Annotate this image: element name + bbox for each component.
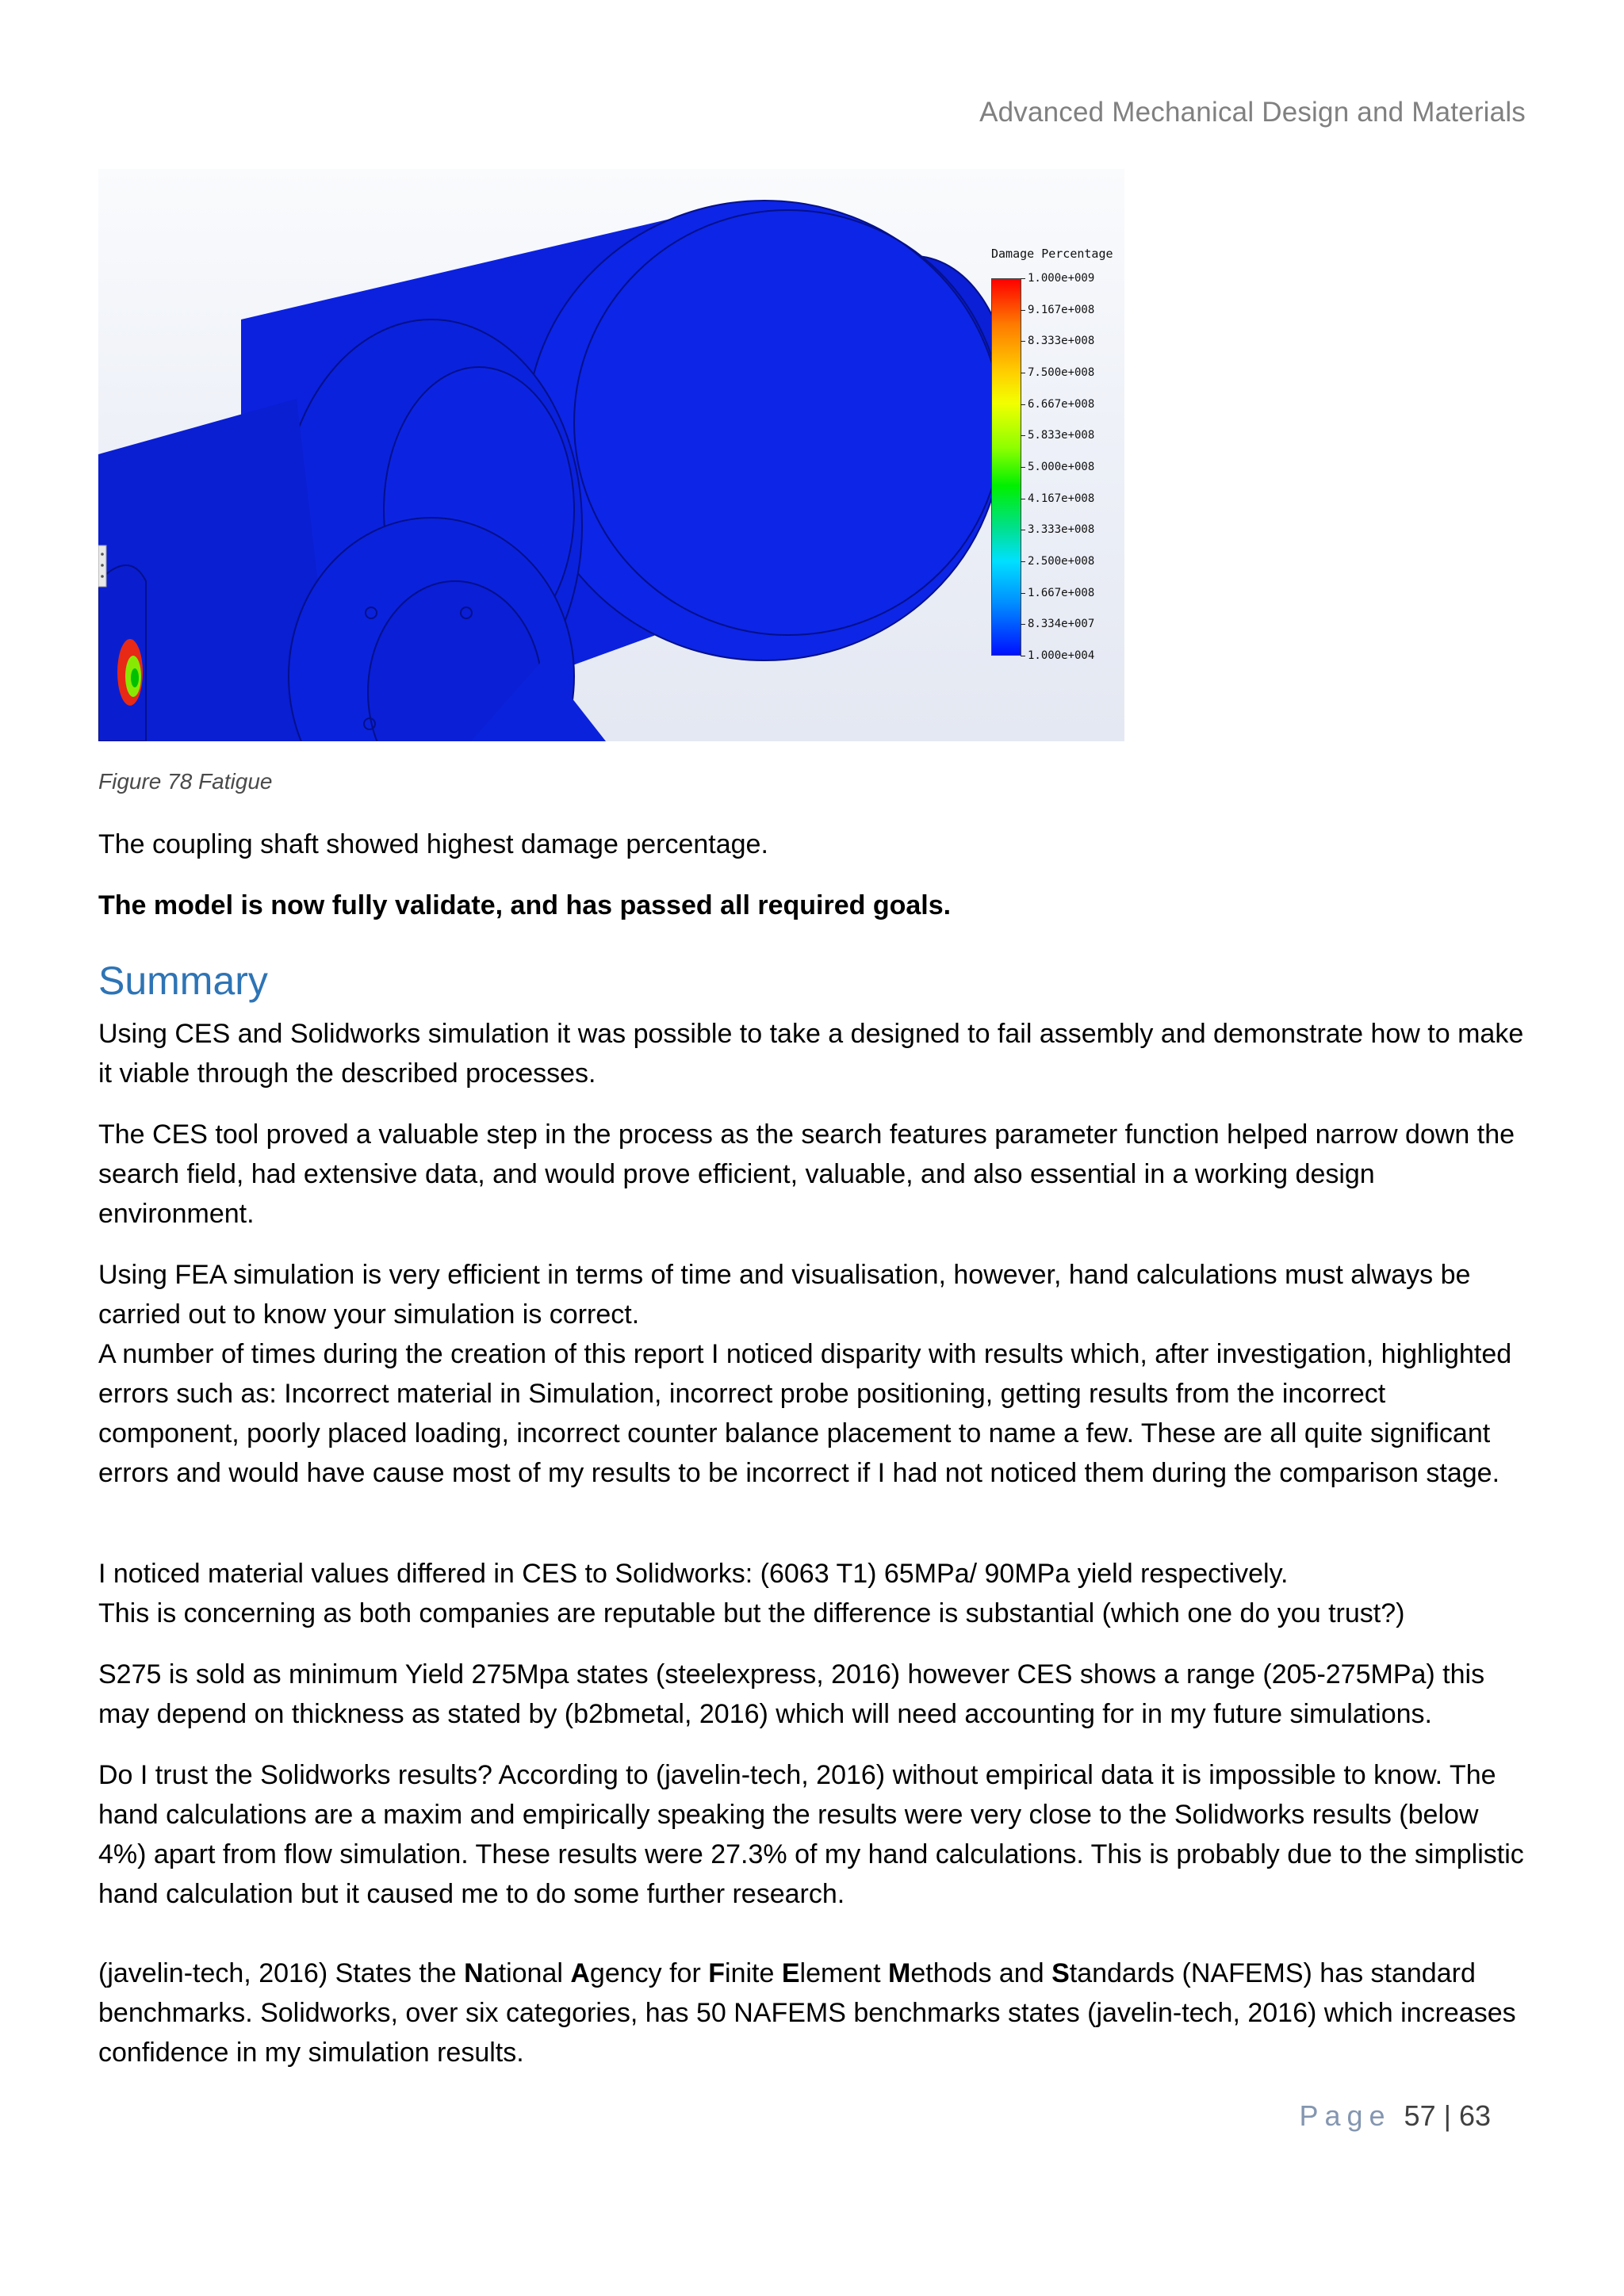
page-word: Page	[1299, 2099, 1392, 2132]
summary-paragraph-3a: Using FEA simulation is very efficient in terms of time and visualisation, however, hand calculations must always be carried out to know your simulation is correct.	[98, 1260, 1471, 1330]
p7-initial-m: M	[888, 1958, 911, 1988]
p7-text: ethods and	[910, 1958, 1052, 1988]
page-separator: |	[1443, 2099, 1451, 2132]
legend-tick: 8.334e+007	[1028, 618, 1095, 631]
p7-text: gency for	[589, 1958, 709, 1988]
p7-initial-n: N	[464, 1958, 484, 1988]
legend-title: Damage Percentage	[991, 247, 1113, 261]
summary-paragraph-7	[98, 1954, 1534, 2072]
p7-initial-s: S	[1051, 1958, 1070, 1988]
legend-tick: 6.667e+008	[1028, 397, 1095, 411]
page-number	[1299, 2099, 1491, 2133]
legend-tick: 1.000e+004	[1028, 649, 1095, 662]
running-header: Advanced Mechanical Design and Materials	[979, 97, 1526, 128]
summary-paragraph-5: S275 is sold as minimum Yield 275Mpa states (steelexpress, 2016) however CES shows a range (205-275MPa) this may depend on thickness as stated by (b2bmetal, 2016) which will need accounting for in my future simulations.	[98, 1659, 1485, 1729]
p7-initial-f: F	[708, 1958, 726, 1988]
total-pages: 63	[1458, 2099, 1491, 2132]
summary-paragraph-3	[98, 1255, 1534, 1493]
legend-tick: 2.500e+008	[1028, 555, 1095, 568]
p7-initial-a: A	[570, 1958, 590, 1988]
legend-tick: 1.667e+008	[1028, 586, 1095, 599]
summary-heading: Summary	[98, 959, 268, 1003]
legend-tick: 3.333e+008	[1028, 523, 1095, 537]
p7-prefix: (javelin-tech, 2016) States the	[98, 1958, 465, 1988]
legend-tick: 5.000e+008	[1028, 461, 1095, 473]
summary-paragraph-4	[98, 1554, 1534, 1633]
legend-tick: 8.333e+008	[1028, 335, 1095, 348]
summary-paragraph-4a: I noticed material values differed in CES to Solidworks: (6063 T1) 65MPa/ 90MPa yield respectively.	[98, 1559, 1289, 1589]
paragraph-damage: The coupling shaft showed highest damage percentage.	[98, 829, 768, 859]
figure-caption: Figure 78 Fatigue	[98, 769, 273, 794]
summary-paragraph-3b: A number of times during the creation of this report I noticed disparity with results which, after investigation, highlighted errors such as: Incorrect material in Simulation, incorrect probe positioning, getting results from the incorrect component, poorly placed loading, incorrect counter balance placement to name a few. These are all quite significant errors and would have cause most of my results to be incorrect if I had not noticed them during the comparison stage.	[98, 1339, 1512, 1488]
summary-paragraph-4b: This is concerning as both companies are reputable but the difference is substantial (which one do you trust?)	[98, 1598, 1405, 1628]
legend-color-bar	[991, 278, 1021, 656]
damage-legend	[991, 247, 1124, 691]
legend-tick: 4.167e+008	[1028, 492, 1095, 505]
p7-text: ational	[483, 1958, 571, 1988]
p7-text: tandards (NAFEMS) has standard benchmarks. Solidworks, over six categories, has 50 NAFEMS benchmarks states (javelin-tech, 2016) which increases confidence in my simulation results.	[98, 1958, 1516, 2068]
p7-text: inite	[725, 1958, 782, 1988]
legend-tick: 5.833e+008	[1028, 429, 1095, 442]
shaft-model-render	[98, 169, 1124, 741]
current-page: 57	[1404, 2099, 1436, 2132]
fatigue-figure	[98, 169, 1124, 741]
paragraph-validated: The model is now fully validate, and has passed all required goals.	[98, 890, 952, 920]
summary-paragraph-2: The CES tool proved a valuable step in the process as the search features parameter function helped narrow down the search field, had extensive data, and would prove efficient, valuable, and also essential in a working design environment.	[98, 1119, 1515, 1229]
summary-paragraph-1: Using CES and Solidworks simulation it was possible to take a designed to fail assembly and demonstrate how to make it viable through the described processes.	[98, 1019, 1524, 1089]
p7-initial-e: E	[781, 1958, 800, 1988]
legend-tick: 7.500e+008	[1028, 366, 1095, 379]
p7-text: lement	[799, 1958, 889, 1988]
summary-paragraph-6: Do I trust the Solidworks results? According to (javelin-tech, 2016) without empirical data it is impossible to know. The hand calculations are a maxim and empirically speaking the results were very close to the Solidworks results (below 4%) apart from flow simulation. These results were 27.3% of my hand calculations. This is probably due to the simplistic hand calculation but it caused me to do some further research.	[98, 1760, 1524, 1909]
legend-tick: 9.167e+008	[1028, 303, 1095, 316]
legend-tick: 1.000e+009	[1028, 272, 1095, 285]
